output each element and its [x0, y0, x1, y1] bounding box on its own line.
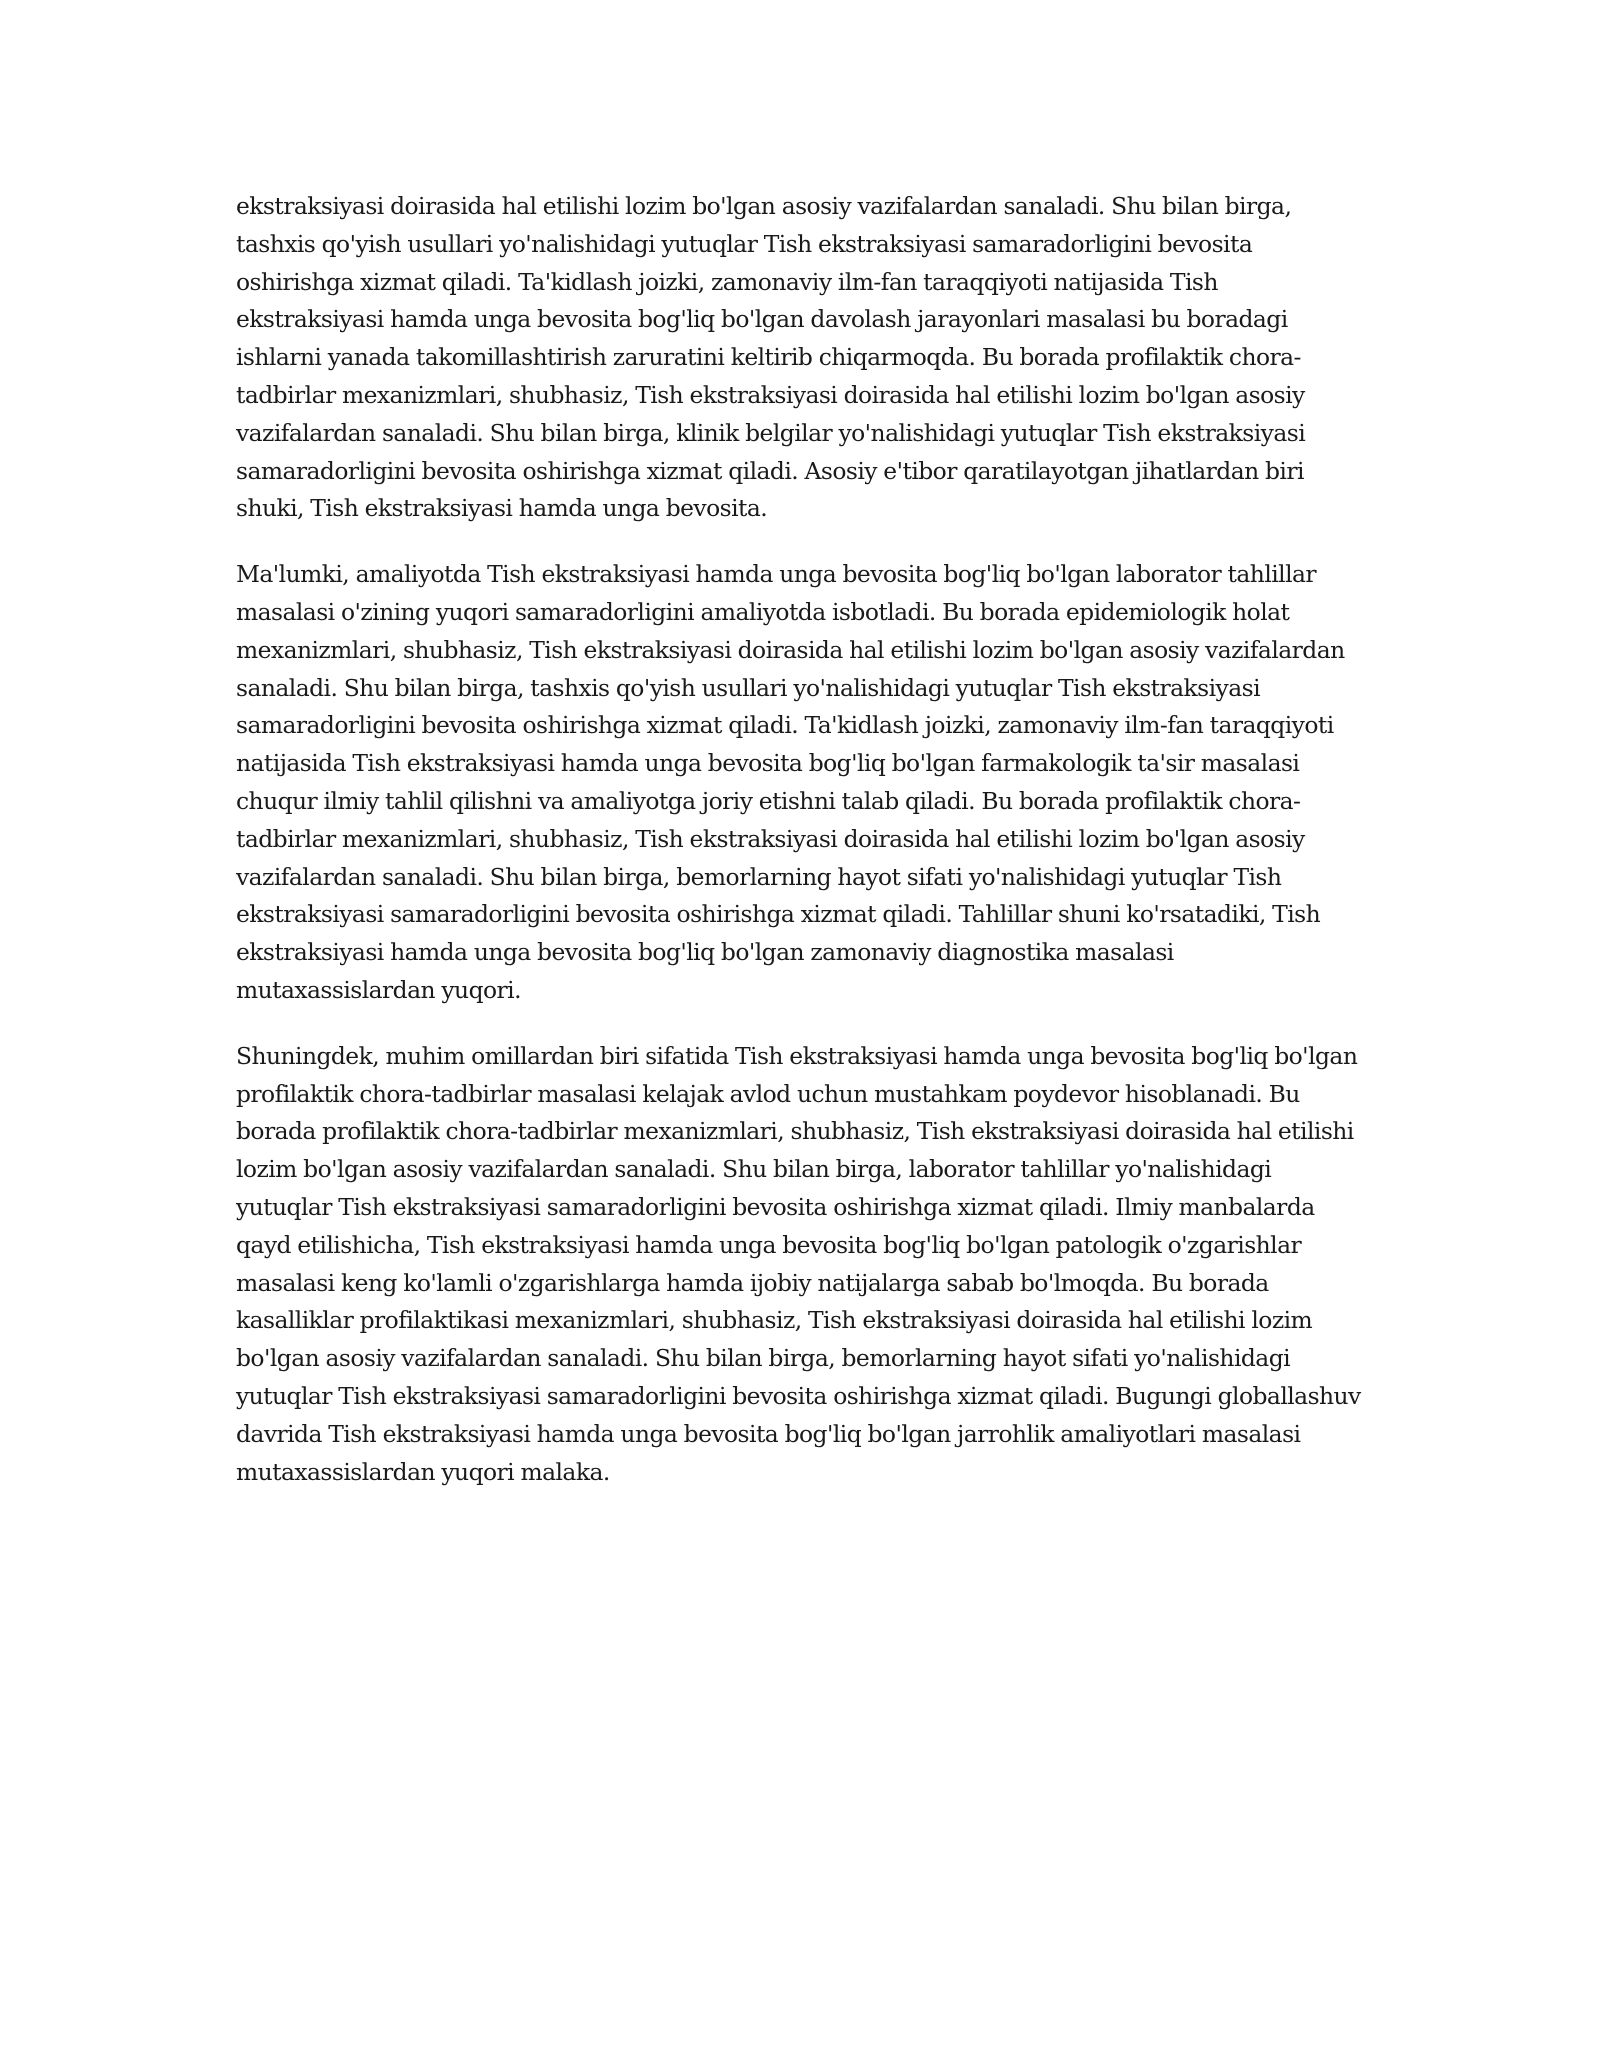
document-body [236, 188, 1366, 1519]
paragraph-3: Shuningdek, muhim omillardan biri sifatida Tish ekstraksiyasi hamda unga bevosita bog'liq bo'lgan profilaktik chora-tadbirlar masalasi kelajak avlod uchun mustahkam poydevor hisoblanadi. Bu borada profilaktik chora-tadbirlar mexanizmlari, shubhasiz, Tish ekstraksiyasi doirasida hal etilishi lozim bo'lgan asosiy vazifalardan sanaladi. Shu bilan birga, laborator tahlillar yo'nalishidagi yutuqlar Tish ekstraksiyasi samaradorligini bevosita oshirishga xizmat qiladi. Ilmiy manbalarda qayd etilishicha, Tish ekstraksiyasi hamda unga bevosita bog'liq bo'lgan patologik o'zgarishlar masalasi keng ko'lamli o'zgarishlarga hamda ijobiy natijalarga sabab bo'lmoqda. Bu borada kasalliklar profilaktikasi mexanizmlari, shubhasiz, Tish ekstraksiyasi doirasida hal etilishi lozim bo'lgan asosiy vazifalardan sanaladi. Shu bilan birga, bemorlarning hayot sifati yo'nalishidagi yutuqlar Tish ekstraksiyasi samaradorligini bevosita oshirishga xizmat qiladi. Bugungi globallashuv davrida Tish ekstraksiyasi hamda unga bevosita bog'liq bo'lgan jarrohlik amaliyotlari masalasi mutaxassislardan yuqori malaka. [236, 1041, 1361, 1486]
paragraph-2: Ma'lumki, amaliyotda Tish ekstraksiyasi hamda unga bevosita bog'liq bo'lgan laborator tahlillar masalasi o'zining yuqori samaradorligini amaliyotda isbotladi. Bu borada epidemiologik holat mexanizmlari, shubhasiz, Tish ekstraksiyasi doirasida hal etilishi lozim bo'lgan asosiy vazifalardan sanaladi. Shu bilan birga, tashxis qo'yish usullari yo'nalishidagi yutuqlar Tish ekstraksiyasi samaradorligini bevosita oshirishga xizmat qiladi. Ta'kidlash joizki, zamonaviy ilm-fan taraqqiyoti natijasida Tish ekstraksiyasi hamda unga bevosita bog'liq bo'lgan farmakologik ta'sir masalasi chuqur ilmiy tahlil qilishni va amaliyotga joriy etishni talab qiladi. Bu borada profilaktik chora-tadbirlar mexanizmlari, shubhasiz, Tish ekstraksiyasi doirasida hal etilishi lozim bo'lgan asosiy vazifalardan sanaladi. Shu bilan birga, bemorlarning hayot sifati yo'nalishidagi yutuqlar Tish ekstraksiyasi samaradorligini bevosita oshirishga xizmat qiladi. Tahlillar shuni ko'rsatadiki, Tish ekstraksiyasi hamda unga bevosita bog'liq bo'lgan zamonaviy diagnostika masalasi mutaxassislardan yuqori. [236, 560, 1345, 1004]
paragraph-1: ekstraksiyasi doirasida hal etilishi lozim bo'lgan asosiy vazifalardan sanaladi. Shu bilan birga, tashxis qo'yish usullari yo'nalishidagi yutuqlar Tish ekstraksiyasi samaradorligini bevosita oshirishga xizmat qiladi. Ta'kidlash joizki, zamonaviy ilm-fan taraqqiyoti natijasida Tish ekstraksiyasi hamda unga bevosita bog'liq bo'lgan davolash jarayonlari masalasi bu boradagi ishlarni yanada takomillashtirish zaruratini keltirib chiqarmoqda. Bu borada profilaktik chora-tadbirlar mexanizmlari, shubhasiz, Tish ekstraksiyasi doirasida hal etilishi lozim bo'lgan asosiy vazifalardan sanaladi. Shu bilan birga, klinik belgilar yo'nalishidagi yutuqlar Tish ekstraksiyasi samaradorligini bevosita oshirishga xizmat qiladi. Asosiy e'tibor qaratilayotgan jihatlardan biri shuki, Tish ekstraksiyasi hamda unga bevosita. [236, 192, 1306, 523]
